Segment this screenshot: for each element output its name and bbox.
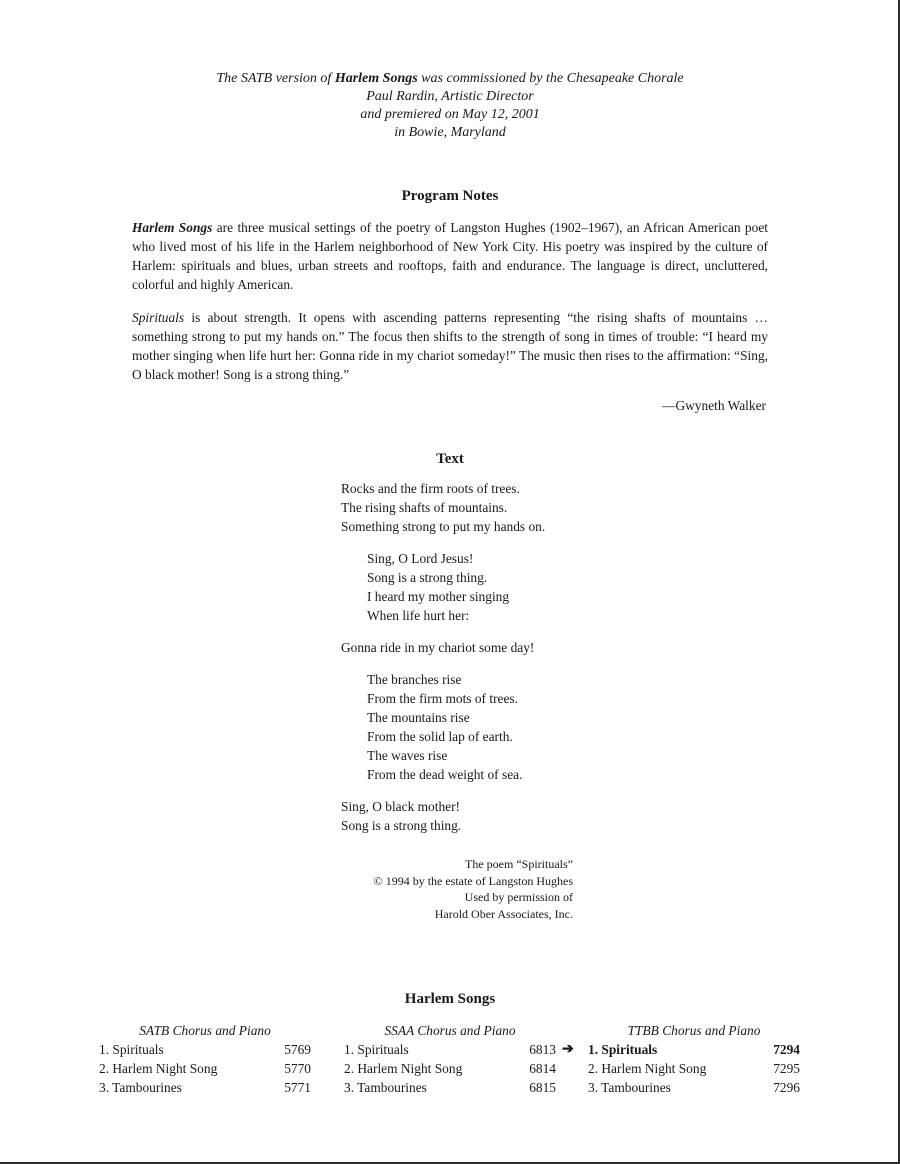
satb-column xyxy=(99,1021,311,1097)
credit-line: Harold Ober Associates, Inc. xyxy=(434,906,573,921)
poem-line: Song is a strong thing. xyxy=(341,818,462,833)
text-section-title: Text xyxy=(436,451,464,467)
stanza-4 xyxy=(341,670,545,784)
poem-line: Rocks and the firm roots of trees. xyxy=(341,481,520,496)
catalog-row: 3. Tambourines 5771 xyxy=(99,1080,311,1095)
stanza-5 xyxy=(341,797,545,835)
poem-line: From the firm mots of trees. xyxy=(367,691,518,706)
stanza-2 xyxy=(341,549,545,625)
commission-line-3: and premiered on May 12, 2001 xyxy=(360,107,540,122)
stanza-1 xyxy=(341,479,545,536)
catalog-row-highlighted: ➔ 1. Spirituals 7294 xyxy=(562,1042,800,1057)
arrow-right-icon: ➔ xyxy=(562,1042,574,1057)
poem-line: Song is a strong thing. xyxy=(367,570,488,585)
ssaa-heading: SSAA Chorus and Piano xyxy=(384,1023,516,1038)
poem-line: The rising shafts of mountains. xyxy=(341,500,508,515)
poem-line: The waves rise xyxy=(367,748,448,763)
commission-line-4: in Bowie, Maryland xyxy=(394,125,506,140)
catalog-row: 2. Harlem Night Song 6814 xyxy=(344,1061,556,1076)
program-notes-title: Program Notes xyxy=(401,188,499,204)
credit-line: The poem “Spirituals” xyxy=(465,857,573,871)
poem-line: Something strong to put my hands on. xyxy=(341,519,546,534)
poem-line: From the solid lap of earth. xyxy=(367,729,513,744)
poem-line: When life hurt her: xyxy=(367,608,470,623)
commission-note xyxy=(0,70,900,142)
catalog-row: 2. Harlem Night Song 7295 xyxy=(588,1061,800,1076)
catalog-row: 1. Spirituals 6813 xyxy=(344,1042,556,1057)
program-notes-paragraph-2: Spirituals is about strength. It opens with ascending patterns representing “the rising shafts of mountains … something strong to put my hands on.” The focus then shifts to the strength of song in times of trouble: “I heard my mother singing when life hurt her: Gonna ride in my chariot someday!” The music then rises to the affirmation: “Sing, O black mother! Song is a strong thing.” xyxy=(132,310,768,382)
program-notes-paragraph-1: Harlem Songs are three musical settings of the poetry of Langston Hughes (1902–1967), an African American poet who lived most of his life in the Harlem neighborhood of New York City. His poetry was inspired by the culture of Harlem: spirituals and blues, urban streets and rooftops, faith and endurance. The language is direct, uncluttered, colorful and highly American. xyxy=(132,220,768,292)
poem xyxy=(341,479,545,848)
poem-line: Sing, O black mother! xyxy=(341,799,461,814)
catalog-row: 2. Harlem Night Song 5770 xyxy=(99,1061,311,1076)
ttbb-heading: TTBB Chorus and Piano xyxy=(627,1023,761,1038)
poem-credits xyxy=(300,856,573,922)
ttbb-column xyxy=(562,1021,800,1097)
credit-line: © 1994 by the estate of Langston Hughes xyxy=(373,873,573,888)
poem-line: From the dead weight of sea. xyxy=(367,767,523,782)
satb-heading: SATB Chorus and Piano xyxy=(139,1023,271,1038)
commission-line-2: Paul Rardin, Artistic Director xyxy=(366,89,534,104)
notes-signature: —Gwyneth Walker xyxy=(662,398,766,413)
poem-line: Sing, O Lord Jesus! xyxy=(367,551,474,566)
poem-line: The branches rise xyxy=(367,672,462,687)
catalog-row: 1. Spirituals 5769 xyxy=(99,1042,311,1057)
stanza-3 xyxy=(341,638,545,657)
ssaa-column xyxy=(344,1021,556,1097)
commission-line-1: The SATB version of Harlem Songs was commissioned by the Chesapeake Chorale xyxy=(216,71,684,86)
poem-line: The mountains rise xyxy=(367,710,470,725)
work-title: Harlem Songs xyxy=(334,71,418,86)
poem-line: I heard my mother singing xyxy=(367,589,510,604)
harlem-songs-title: Harlem Songs xyxy=(404,991,496,1007)
catalog-row: 3. Tambourines 6815 xyxy=(344,1080,556,1095)
catalog-row: 3. Tambourines 7296 xyxy=(588,1080,800,1095)
poem-line: Gonna ride in my chariot some day! xyxy=(341,640,535,655)
credit-line: Used by permission of xyxy=(464,890,573,904)
